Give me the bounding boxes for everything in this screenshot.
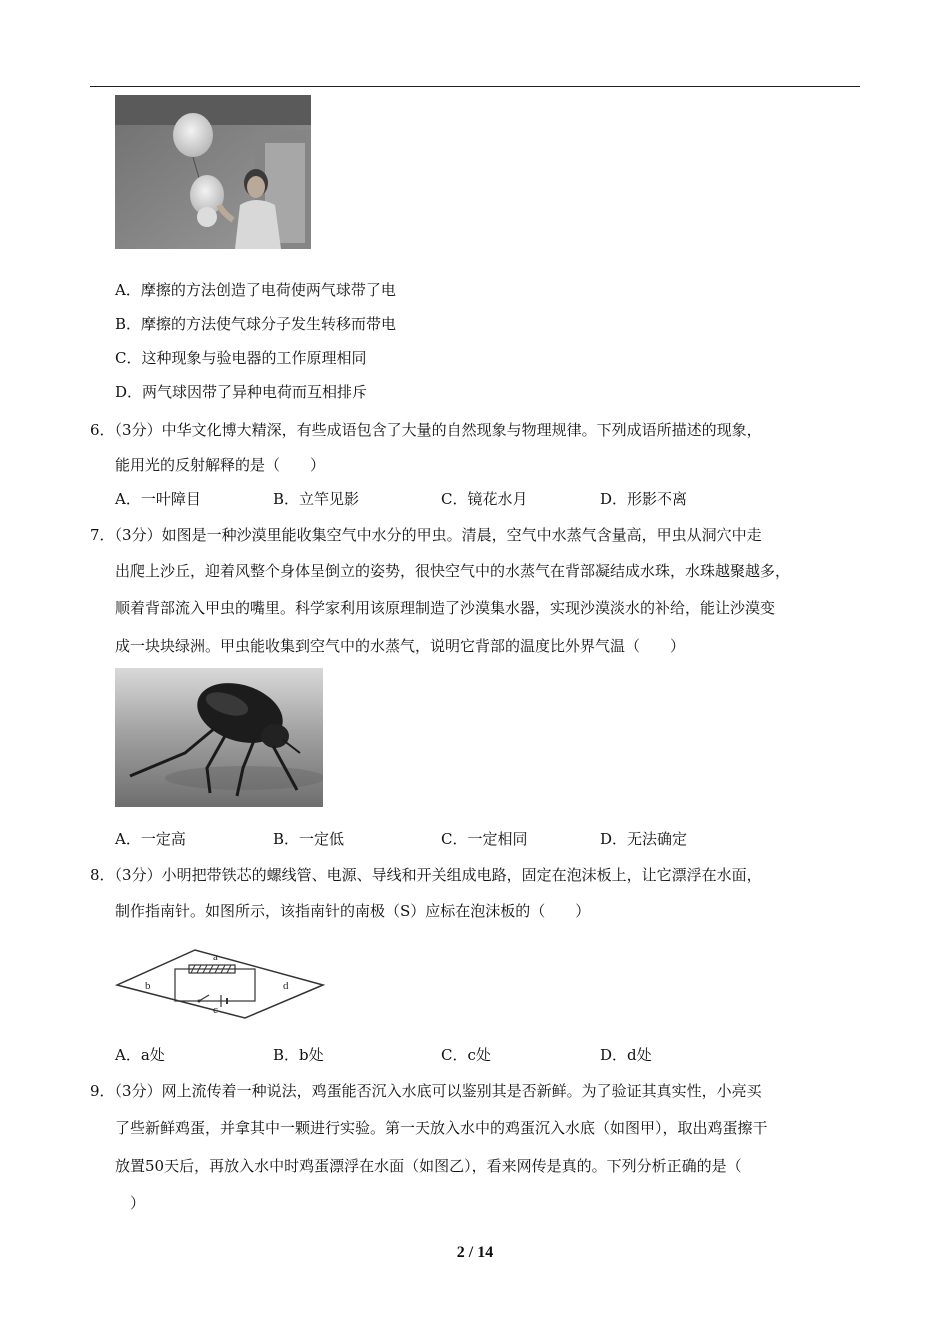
q8-option-a: A．a处	[115, 1046, 165, 1064]
q7-option-d: D．无法确定	[600, 830, 688, 848]
diagram-label-a: a	[213, 951, 218, 963]
q6-option-b: B．立竿见影	[273, 490, 360, 508]
q5-option-c: C．这种现象与验电器的工作原理相同	[115, 349, 367, 367]
q7-option-c: C．一定相同	[441, 830, 528, 848]
page-number: 2 / 14	[456, 1244, 494, 1261]
q5-option-b: B．摩擦的方法使气球分子发生转移而带电	[115, 315, 397, 333]
q7-stem-line1: 7．（3分）如图是一种沙漠里能收集空气中水分的甲虫。清晨，空气中水蒸气含量高，甲虫从洞穴中走	[90, 526, 762, 544]
diagram-label-b: b	[145, 980, 151, 992]
q7-stem-line2: 出爬上沙丘，迎着风整个身体呈倒立的姿势，很快空气中的水蒸气在背部凝结成水珠，水珠越聚越多，	[115, 562, 791, 580]
header-rule	[90, 86, 860, 87]
q7-stem-line3: 顺着背部流入甲虫的嘴里。科学家利用该原理制造了沙漠集水器，实现沙漠淡水的补给，能让沙漠变	[115, 599, 776, 617]
q8-stem-line1: 8．（3分）小明把带铁芯的螺线管、电源、导线和开关组成电路，固定在泡沫板上，让它漂浮在水面，	[90, 866, 762, 884]
q5-option-a: A．摩擦的方法创造了电荷使两气球带了电	[115, 281, 396, 299]
q8-option-c: C．c处	[441, 1046, 491, 1064]
q6-option-c: C．镜花水月	[441, 490, 528, 508]
q7-option-a: A．一定高	[115, 830, 186, 848]
q9-stem-line4: ）	[130, 1194, 146, 1212]
q8-stem-line2: 制作指南针。如图所示，该指南针的南极（S）应标在泡沫板的（ ）	[115, 902, 591, 920]
beetle-photo	[115, 668, 323, 807]
q5-option-d: D．两气球因带了异种电荷而互相排斥	[115, 383, 368, 401]
balloon-photo	[115, 95, 311, 249]
q9-stem-line2: 了些新鲜鸡蛋，并拿其中一颗进行实验。第一天放入水中的鸡蛋沉入水底（如图甲），取出鸡蛋擦干	[115, 1119, 768, 1137]
q6-stem-line2: 能用光的反射解释的是（ ）	[115, 456, 326, 474]
q7-option-b: B．一定低	[273, 830, 345, 848]
diagram-label-c: c	[213, 1004, 218, 1016]
q9-stem-line3: 放置50天后，再放入水中时鸡蛋漂浮在水面（如图乙），看来网传是真的。下列分析正确的是（	[115, 1157, 742, 1175]
foam-board-diagram	[115, 945, 325, 1023]
q6-option-a: A．一叶障目	[115, 490, 201, 508]
q6-option-d: D．形影不离	[600, 490, 688, 508]
q9-stem-line1: 9．（3分）网上流传着一种说法，鸡蛋能否沉入水底可以鉴别其是否新鲜。为了验证其真实性，小亮买	[90, 1082, 762, 1100]
diagram-label-d: d	[283, 980, 289, 992]
q6-stem-line1: 6．（3分）中华文化博大精深，有些成语包含了大量的自然现象与物理规律。下列成语所描述的现象，	[90, 421, 762, 439]
q8-option-b: B．b处	[273, 1046, 324, 1064]
q8-option-d: D．d处	[600, 1046, 652, 1064]
q7-stem-line4: 成一块块绿洲。甲虫能收集到空气中的水蒸气，说明它背部的温度比外界气温（ ）	[115, 637, 686, 655]
